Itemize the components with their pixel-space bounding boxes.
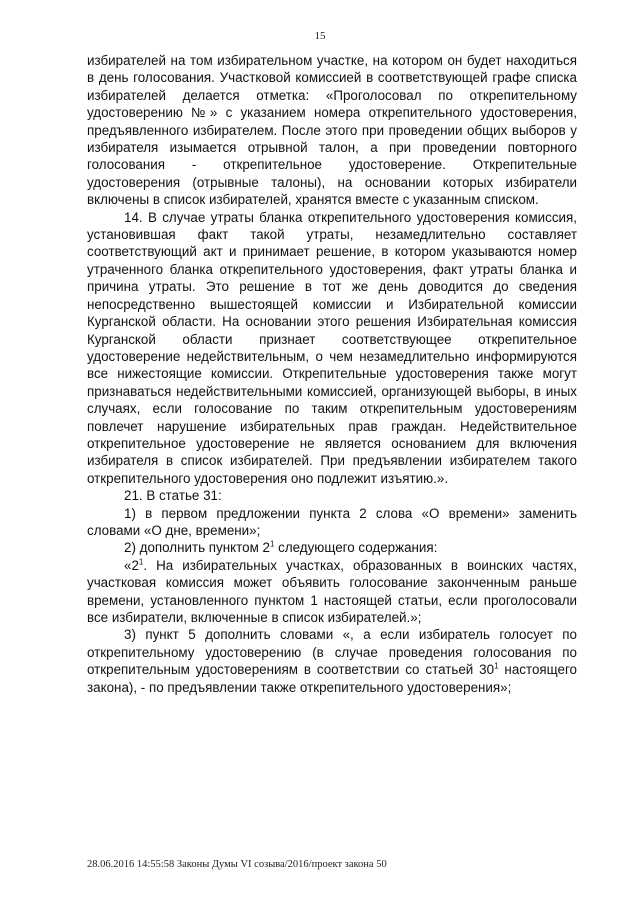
paragraph-text: 14. В случае утраты бланка открепительного удостоверения комиссия, установившая факт такой утраты, незамедлительно составляет соответствующий акт и принимает решение, в котором указываются номер утраченного бланка открепительного удостоверения, факт утраты бланка и причина утраты. Это решение в тот же день доводится до сведения непосредственно вышестоящей комиссии и Избирательной комиссии Курганской области. На основании этого решения Избирательная комиссия Курганской области признает соответствующее открепительное удостоверение недействительным, о чем незамедлительно информируются все нижестоящие комиссии. Открепительные удостоверения также могут признаваться недействительными комиссией, организующей выборы, в иных случаях, если голосование по таким открепительным удостоверениям повлечет нарушение избирательных прав граждан. Недействительное открепительное удостоверение не является основанием для включения избирателя в список избирателей. При предъявлении избирателем такого открепительного удостоверения оно подлежит изъятию.». bbox=[87, 209, 577, 486]
superscript: 1 bbox=[494, 661, 499, 671]
paragraph-continuation bbox=[87, 52, 577, 209]
paragraph-quoted-2-1 bbox=[87, 557, 577, 627]
paragraph-subitem-2 bbox=[87, 539, 577, 556]
superscript: 1 bbox=[138, 557, 144, 567]
document-body bbox=[87, 52, 577, 696]
paragraph-text: 2) дополнить пунктом 2 bbox=[124, 540, 270, 556]
superscript: 1 bbox=[269, 539, 275, 549]
paragraph-text: настоящего закона), - по предъявлении также открепительного удостоверения»; bbox=[87, 662, 577, 695]
paragraph-text: 21. В статье 31: bbox=[124, 488, 222, 504]
paragraph-text: 1) в первом предложении пункта 2 слова «О времени» заменить словами «О дне, времени»; bbox=[87, 505, 577, 538]
paragraph-subitem-1 bbox=[87, 505, 577, 540]
paragraph-item-21 bbox=[87, 487, 577, 504]
footer-path: 28.06.2016 14:55:58 Законы Думы VI созыва/2016/проект закона 50 bbox=[87, 859, 387, 870]
paragraph-text: «2 bbox=[124, 557, 139, 573]
page-number: 15 bbox=[314, 30, 326, 42]
paragraph-item-14 bbox=[87, 209, 577, 488]
paragraph-text: . На избирательных участках, образованных в воинских частях, участковая комиссия может объявить голосование законченным раньше времени, установленного пунктом 1 настоящей статьи, если проголосовали все избиратели, включенные в список избирателей.»; bbox=[87, 557, 577, 625]
paragraph-text: избирателей на том избирательном участке, на котором он будет находиться в день голосования. Участковой комиссией в соответствующей графе списка избирателей делается отметка: «Проголосовал по открепительному удостоверению №» с указанием номера открепительного удостоверения, предъявленного избирателем. После этого при проведении общих выборов у избирателя изымается отрывной талон, а при проведении повторного голосования - открепительное удостоверение. Открепительные удостоверения (отрывные талоны), на основании которых избиратели включены в список избирателей, хранятся вместе с указанным списком. bbox=[87, 53, 577, 208]
paragraph-text: следующего содержания: bbox=[274, 540, 438, 556]
paragraph-text: 3) пункт 5 дополнить словами «, а если избиратель голосует по открепительному удостоверению (в случае проведения голосования по открепительным удостоверениям в соответствии со статьей 30 bbox=[87, 627, 577, 678]
paragraph-subitem-3 bbox=[87, 626, 577, 696]
